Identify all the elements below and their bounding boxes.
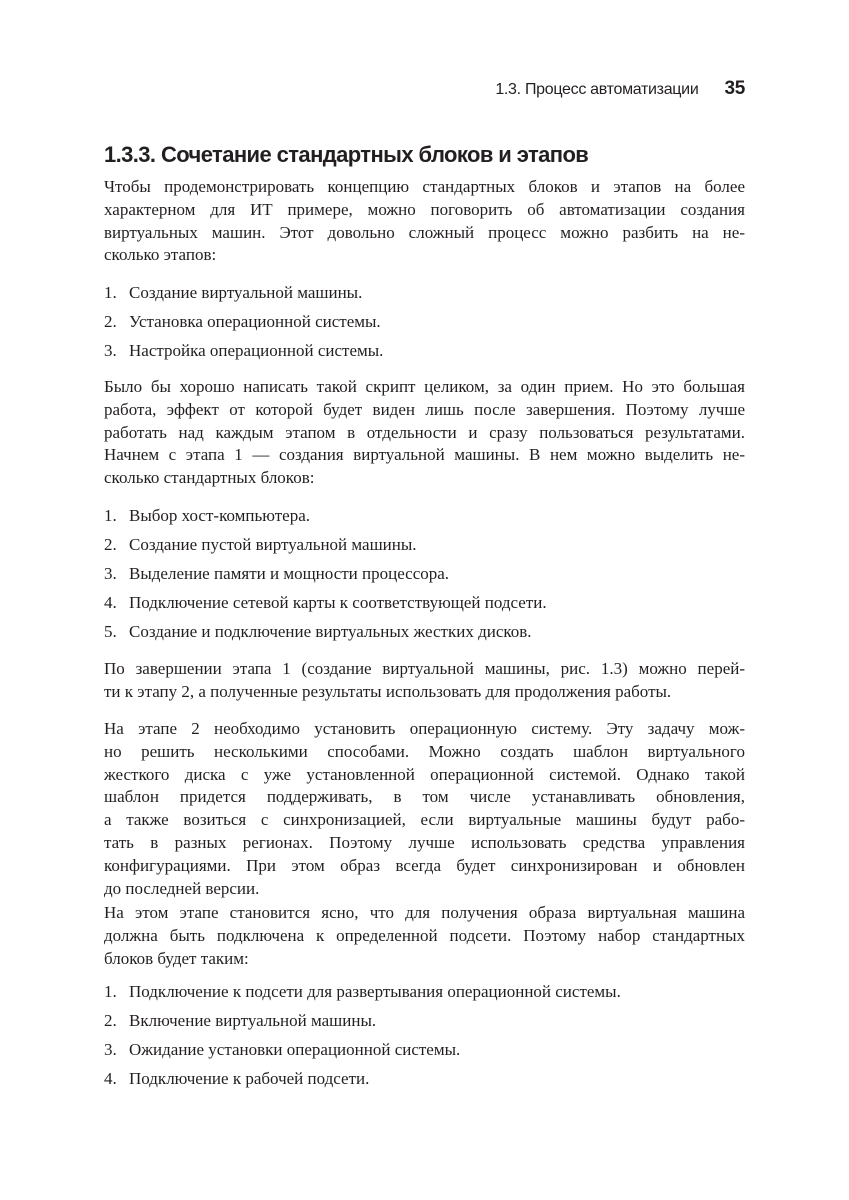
paragraph-line: жесткого диска с уже установленной операционной системой. Однако такой	[104, 764, 745, 784]
section-heading: 1.3.3. Сочетание стандартных блоков и этапов	[104, 142, 589, 167]
paragraph	[104, 902, 745, 970]
paragraph-line: тать в разных регионах. Поэтому лучше использовать средства управления	[104, 832, 745, 852]
list-text: Создание и подключение виртуальных жестких дисков.	[129, 622, 532, 641]
paragraph-line: но решить несколькими способами. Можно создать шаблон виртуального	[104, 741, 745, 761]
list-number: 3.	[104, 564, 117, 583]
paragraph-line: должна быть подключена к определенной подсети. Поэтому набор стандартных	[104, 925, 745, 945]
list-text: Подключение сетевой карты к соответствующей подсети.	[129, 593, 547, 612]
list-text: Подключение к рабочей подсети.	[129, 1069, 370, 1088]
running-header	[495, 78, 745, 100]
list-number: 2.	[104, 535, 117, 554]
list-text: Создание пустой виртуальной машины.	[129, 535, 417, 554]
paragraph-line: сколько этапов:	[104, 245, 217, 265]
list-text: Настройка операционной системы.	[129, 341, 384, 360]
list-item	[104, 621, 532, 643]
list-item	[104, 592, 547, 614]
paragraph-line: Было бы хорошо написать такой скрипт целиком, за один прием. Но это большая	[104, 377, 745, 396]
paragraph-line: до последней версии.	[104, 878, 260, 898]
list-item	[104, 1068, 369, 1090]
list-item	[104, 340, 383, 362]
list-number: 1.	[104, 283, 117, 302]
paragraph-line: сколько стандартных блоков:	[104, 468, 315, 488]
paragraph-line: виртуальных машин. Этот довольно сложный процесс можно разбить на не-	[104, 222, 745, 242]
paragraph	[104, 376, 745, 490]
list-text: Ожидание установки операционной системы.	[129, 1040, 461, 1059]
paragraph-line: Начнем с этапа 1 — создания виртуальной машины. В нем можно выделить не-	[104, 445, 745, 465]
paragraph-line: ти к этапу 2, а полученные результаты использовать для продолжения работы.	[104, 681, 672, 701]
paragraph-line: а также возиться с синхронизацией, если виртуальные машины будут рабо-	[104, 810, 745, 830]
list-number: 5.	[104, 622, 117, 641]
list-item	[104, 981, 621, 1003]
list-number: 2.	[104, 312, 117, 331]
paragraph-line: работать над каждым этапом в отдельности и сразу пользоваться результатами.	[104, 422, 745, 442]
list-text: Выбор хост-компьютера.	[129, 506, 310, 525]
list-item	[104, 534, 417, 556]
page-number: 35	[724, 78, 745, 99]
list-text: Установка операционной системы.	[129, 312, 381, 331]
list-text: Включение виртуальной машины.	[129, 1011, 377, 1030]
paragraph	[104, 718, 745, 900]
paragraph-line: По завершении этапа 1 (создание виртуальной машины, рис. 1.3) можно перей-	[104, 659, 745, 678]
list-number: 4.	[104, 593, 117, 612]
paragraph-line: На этапе 2 необходимо установить операционную систему. Эту задачу мож-	[104, 719, 745, 738]
paragraph-line: Чтобы продемонстрировать концепцию стандартных блоков и этапов на более	[104, 177, 745, 196]
paragraph	[104, 658, 745, 704]
list-item	[104, 282, 362, 304]
list-item	[104, 563, 449, 585]
paragraph-line: шаблон придется поддерживать, в том числе устанавливать обновления,	[104, 787, 745, 807]
list-item	[104, 505, 310, 527]
list-number: 3.	[104, 1040, 117, 1059]
paragraph-line: блоков будет таким:	[104, 948, 249, 968]
list-text: Создание виртуальной машины.	[129, 283, 363, 302]
list-number: 1.	[104, 506, 117, 525]
paragraph-line: конфигурациями. При этом образ всегда будет синхронизирован и обновлен	[104, 855, 745, 875]
list-item	[104, 311, 381, 333]
paragraph-line: На этом этапе становится ясно, что для получения образа виртуальная машина	[104, 903, 745, 922]
paragraph-line: работа, эффект от которой будет виден лишь после завершения. Поэтому лучше	[104, 399, 745, 419]
list-text: Выделение памяти и мощности процессора.	[129, 564, 450, 583]
paragraph	[104, 176, 745, 267]
list-number: 2.	[104, 1011, 117, 1030]
list-item	[104, 1039, 460, 1061]
paragraph-line: характерном для ИТ примере, можно поговорить об автоматизации создания	[104, 199, 745, 219]
list-number: 3.	[104, 341, 117, 360]
list-text: Подключение к подсети для развертывания операционной системы.	[129, 982, 621, 1001]
list-number: 4.	[104, 1069, 117, 1088]
list-item	[104, 1010, 376, 1032]
running-header-section: 1.3. Процесс автоматизации	[495, 81, 699, 98]
list-number: 1.	[104, 982, 117, 1001]
